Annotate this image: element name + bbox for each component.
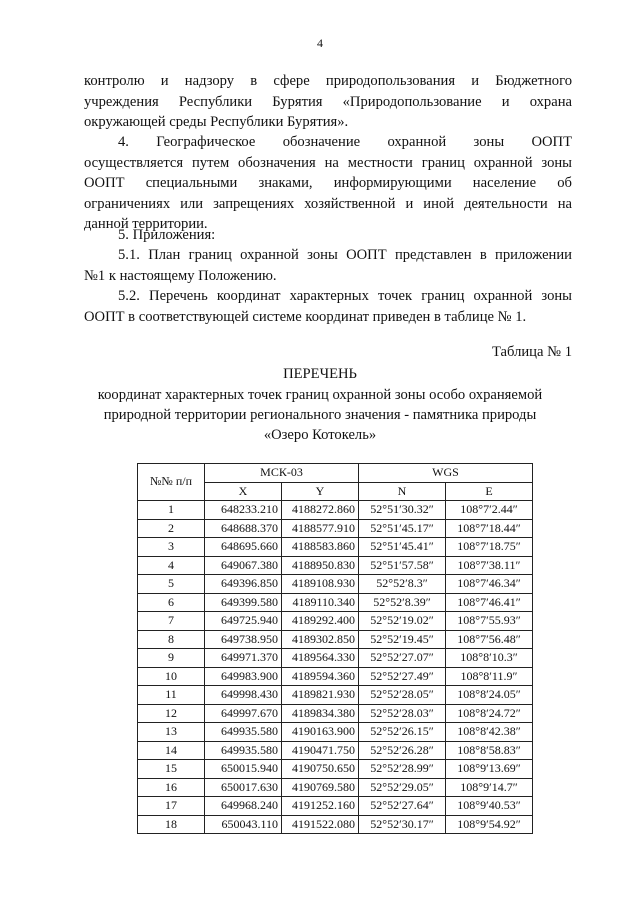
cell-number: 5 xyxy=(138,575,205,594)
cell-e: 108°7′55.93″ xyxy=(446,612,533,631)
text-line: 4. Географическое обозначение охранной зоны ООПТ xyxy=(118,134,572,150)
list-subtitle-line: «Озеро Котокель» xyxy=(263,427,377,443)
table-row xyxy=(138,815,533,834)
cell-y: 4189564.330 xyxy=(282,649,359,668)
table-label: Таблица № 1 xyxy=(492,344,572,360)
cell-x: 649396.850 xyxy=(205,575,282,594)
cell-number: 13 xyxy=(138,723,205,742)
table-body xyxy=(138,501,533,834)
header-wgs: WGS xyxy=(359,464,533,483)
cell-number: 11 xyxy=(138,686,205,705)
cell-n: 52°52′28.99″ xyxy=(359,760,446,779)
header-msk03: МСК-03 xyxy=(205,464,359,483)
cell-e: 108°7′46.34″ xyxy=(446,575,533,594)
cell-number: 17 xyxy=(138,797,205,816)
cell-x: 650017.630 xyxy=(205,778,282,797)
table-row xyxy=(138,538,533,557)
cell-x: 649983.900 xyxy=(205,667,282,686)
cell-y: 4188583.860 xyxy=(282,538,359,557)
cell-number: 15 xyxy=(138,760,205,779)
cell-n: 52°52′29.05″ xyxy=(359,778,446,797)
cell-x: 649997.670 xyxy=(205,704,282,723)
cell-n: 52°52′27.64″ xyxy=(359,797,446,816)
table-row xyxy=(138,778,533,797)
cell-y: 4189834.380 xyxy=(282,704,359,723)
text-line: №1 к настоящему Положению. xyxy=(84,267,277,284)
cell-n: 52°51′45.41″ xyxy=(359,538,446,557)
table-row xyxy=(138,667,533,686)
cell-x: 649935.580 xyxy=(205,723,282,742)
cell-y: 4189821.930 xyxy=(282,686,359,705)
text-line: ООПТ специальными знаками, информирующими население об xyxy=(84,175,572,191)
cell-n: 52°51′45.17″ xyxy=(359,519,446,538)
cell-x: 649067.380 xyxy=(205,556,282,575)
list-subtitle-line: координат характерных точек границ охранной зоны особо охраняемой xyxy=(97,387,543,403)
cell-number: 6 xyxy=(138,593,205,612)
cell-number: 18 xyxy=(138,815,205,834)
cell-y: 4189108.930 xyxy=(282,575,359,594)
text-line: ограничениях или запрещениях хозяйственной и иной деятельности на xyxy=(84,195,572,212)
table-row xyxy=(138,612,533,631)
cell-y: 4188272.860 xyxy=(282,501,359,520)
cell-y: 4191522.080 xyxy=(282,815,359,834)
table-row xyxy=(138,760,533,779)
cell-x: 648695.660 xyxy=(205,538,282,557)
header-number: №№ п/п xyxy=(138,464,205,501)
table-row xyxy=(138,686,533,705)
cell-y: 4190471.750 xyxy=(282,741,359,760)
cell-n: 52°51′30.32″ xyxy=(359,501,446,520)
cell-e: 108°7′2.44″ xyxy=(446,501,533,520)
text-line: осуществляется путем обозначения на местности границ охранной зоны xyxy=(84,154,572,171)
cell-number: 9 xyxy=(138,649,205,668)
cell-n: 52°52′19.02″ xyxy=(359,612,446,631)
cell-e: 108°8′42.38″ xyxy=(446,723,533,742)
text-line: 5.2. Перечень координат характерных точек границ охранной зоны xyxy=(118,288,572,304)
cell-y: 4189594.360 xyxy=(282,667,359,686)
table-row xyxy=(138,556,533,575)
header-e: E xyxy=(446,482,533,501)
cell-e: 108°9′40.53″ xyxy=(446,797,533,816)
paragraph-4 xyxy=(84,132,572,235)
text-line: ООПТ в соответствующей системе координат приведен в таблице № 1. xyxy=(84,308,527,325)
cell-e: 108°8′11.9″ xyxy=(446,667,533,686)
cell-n: 52°52′26.28″ xyxy=(359,741,446,760)
cell-n: 52°51′57.58″ xyxy=(359,556,446,575)
cell-y: 4188950.830 xyxy=(282,556,359,575)
cell-y: 4191252.160 xyxy=(282,797,359,816)
cell-e: 108°7′18.44″ xyxy=(446,519,533,538)
table-row xyxy=(138,519,533,538)
cell-e: 108°7′56.48″ xyxy=(446,630,533,649)
cell-y: 4190769.580 xyxy=(282,778,359,797)
cell-x: 650015.940 xyxy=(205,760,282,779)
table-row xyxy=(138,501,533,520)
list-title: ПЕРЕЧЕНЬ xyxy=(283,366,357,382)
table-row xyxy=(138,630,533,649)
cell-n: 52°52′30.17″ xyxy=(359,815,446,834)
coordinates-table xyxy=(137,463,533,834)
cell-number: 8 xyxy=(138,630,205,649)
paragraph-5-2 xyxy=(84,286,572,327)
cell-number: 1 xyxy=(138,501,205,520)
cell-number: 3 xyxy=(138,538,205,557)
cell-e: 108°7′46.41″ xyxy=(446,593,533,612)
cell-y: 4189110.340 xyxy=(282,593,359,612)
cell-y: 4189302.850 xyxy=(282,630,359,649)
table-row xyxy=(138,593,533,612)
cell-number: 10 xyxy=(138,667,205,686)
page-number: 4 xyxy=(317,36,323,50)
cell-x: 648233.210 xyxy=(205,501,282,520)
cell-n: 52°52′28.03″ xyxy=(359,704,446,723)
table-row xyxy=(138,723,533,742)
table-row xyxy=(138,797,533,816)
cell-number: 14 xyxy=(138,741,205,760)
cell-n: 52°52′8.3″ xyxy=(359,575,446,594)
cell-e: 108°9′13.69″ xyxy=(446,760,533,779)
cell-n: 52°52′8.39″ xyxy=(359,593,446,612)
cell-n: 52°52′28.05″ xyxy=(359,686,446,705)
cell-x: 649935.580 xyxy=(205,741,282,760)
cell-x: 649968.240 xyxy=(205,797,282,816)
header-x: X xyxy=(205,482,282,501)
text-line: 5. Приложения: xyxy=(118,227,216,243)
cell-e: 108°7′38.11″ xyxy=(446,556,533,575)
cell-e: 108°8′24.72″ xyxy=(446,704,533,723)
cell-e: 108°8′10.3″ xyxy=(446,649,533,668)
text-line: учреждения Республики Бурятия «Природопользование и охрана xyxy=(84,93,572,110)
cell-number: 2 xyxy=(138,519,205,538)
cell-e: 108°9′54.92″ xyxy=(446,815,533,834)
cell-number: 12 xyxy=(138,704,205,723)
header-y: Y xyxy=(282,482,359,501)
cell-x: 649738.950 xyxy=(205,630,282,649)
cell-e: 108°8′58.83″ xyxy=(446,741,533,760)
cell-y: 4190163.900 xyxy=(282,723,359,742)
table-row xyxy=(138,704,533,723)
paragraph-5-1 xyxy=(84,245,572,286)
cell-number: 16 xyxy=(138,778,205,797)
text-line: данной территории. xyxy=(84,216,208,232)
cell-x: 649725.940 xyxy=(205,612,282,631)
cell-n: 52°52′27.07″ xyxy=(359,649,446,668)
cell-x: 649971.370 xyxy=(205,649,282,668)
paragraph-1 xyxy=(84,71,572,133)
text-line: контролю и надзору в сфере природопользования и Бюджетного xyxy=(84,73,572,89)
cell-number: 7 xyxy=(138,612,205,631)
cell-x: 648688.370 xyxy=(205,519,282,538)
cell-number: 4 xyxy=(138,556,205,575)
table-row xyxy=(138,575,533,594)
header-n: N xyxy=(359,482,446,501)
cell-x: 650043.110 xyxy=(205,815,282,834)
list-subtitle-line: природной территории регионального значения - памятника природы xyxy=(103,407,537,423)
cell-x: 649399.580 xyxy=(205,593,282,612)
text-line: 5.1. План границ охранной зоны ООПТ представлен в приложении xyxy=(118,247,572,263)
table-row xyxy=(138,649,533,668)
table-row xyxy=(138,741,533,760)
cell-y: 4190750.650 xyxy=(282,760,359,779)
cell-n: 52°52′19.45″ xyxy=(359,630,446,649)
cell-n: 52°52′27.49″ xyxy=(359,667,446,686)
paragraph-5 xyxy=(84,225,572,246)
text-line: окружающей среды Республики Бурятия». xyxy=(84,114,349,130)
cell-n: 52°52′26.15″ xyxy=(359,723,446,742)
cell-y: 4188577.910 xyxy=(282,519,359,538)
cell-e: 108°7′18.75″ xyxy=(446,538,533,557)
cell-x: 649998.430 xyxy=(205,686,282,705)
cell-e: 108°9′14.7″ xyxy=(446,778,533,797)
cell-e: 108°8′24.05″ xyxy=(446,686,533,705)
cell-y: 4189292.400 xyxy=(282,612,359,631)
